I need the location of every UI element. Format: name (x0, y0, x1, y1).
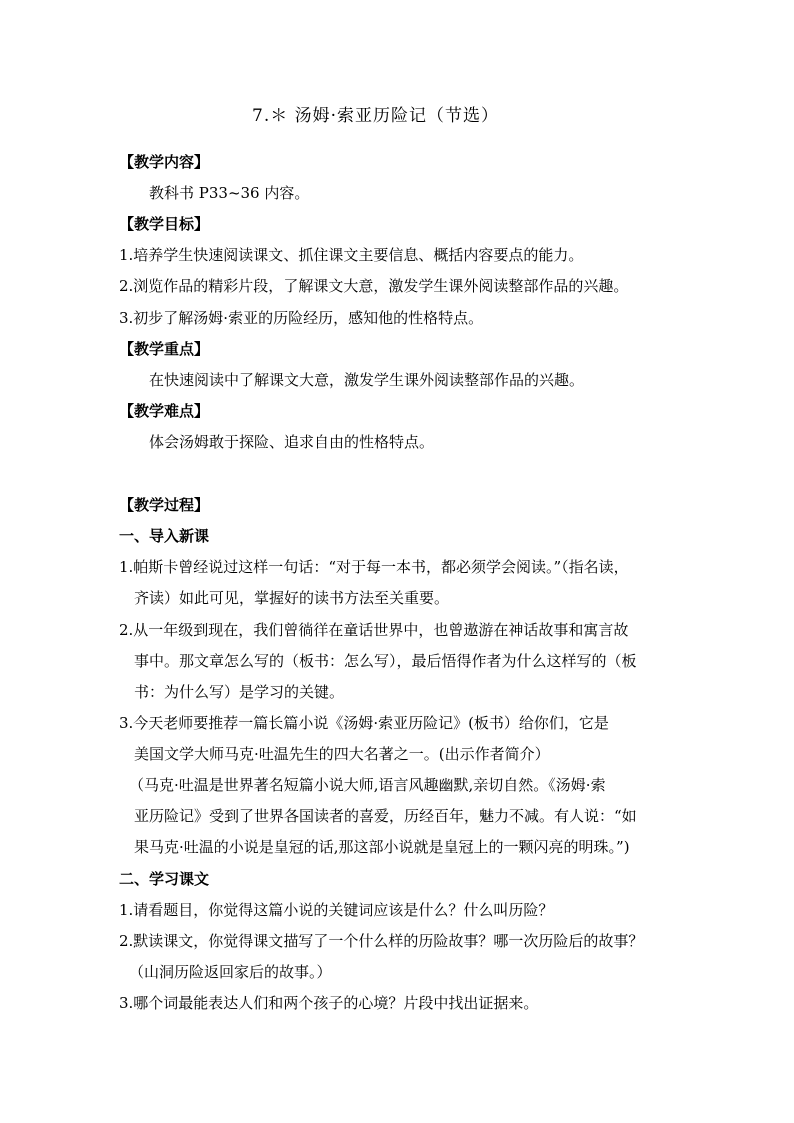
paragraph-line: 美国文学大师马克·吐温先生的四大名著之一。(出示作者简介） (134, 745, 550, 763)
document-title: 7.＊ 汤姆·索亚历险记（节选） (252, 106, 500, 126)
paragraph-line: 事中。那文章怎么写的（板书：怎么写），最后悟得作者为什么这样写的（板 (134, 652, 637, 670)
objectives-heading: 【教学目标】 (119, 215, 210, 233)
paragraph-line: 2.从一年级到现在，我们曾徜徉在童话世界中，也曾遨游在神话故事和寓言故 (119, 621, 629, 639)
paragraph-line: （马克·吐温是世界著名短篇小说大师,语言风趣幽默,亲切自然。《汤姆·索 (129, 776, 606, 794)
key-points-heading: 【教学重点】 (119, 340, 210, 358)
paragraph-line: 2.默读课文，你觉得课文描写了一个什么样的历险故事？哪一次历险后的故事？ (119, 932, 644, 950)
process-heading: 【教学过程】 (119, 496, 210, 514)
content-heading: 【教学内容】 (119, 153, 210, 171)
paragraph-line: 1.帕斯卡曾经说过这样一句话：“对于每一本书，都必须学会阅读。”（指名读， (119, 558, 629, 576)
objective-item: 2.浏览作品的精彩片段，了解课文大意，激发学生课外阅读整部作品的兴趣。 (119, 277, 629, 295)
paragraph-line: 书：为什么写）是学习的关键。 (134, 683, 345, 701)
key-points-text: 在快速阅读中了解课文大意，激发学生课外阅读整部作品的兴趣。 (149, 371, 585, 389)
difficulties-text: 体会汤姆敢于探险、追求自由的性格特点。 (149, 433, 435, 451)
paragraph-line: 1.请看题目，你觉得这篇小说的关键词应该是什么？什么叫历险？ (119, 901, 554, 919)
paragraph-line: （山洞历险返回家后的故事。） (129, 963, 332, 981)
difficulties-heading: 【教学难点】 (119, 402, 210, 420)
objective-item: 1.培养学生快速阅读课文、抓住课文主要信息、概括内容要点的能力。 (119, 246, 584, 264)
section2-heading: 二、学习课文 (119, 870, 210, 888)
paragraph-line: 3.今天老师要推荐一篇长篇小说《汤姆·索亚历险记》(板书）给你们，它是 (119, 714, 609, 732)
paragraph-line: 3.哪个词最能表达人们和两个孩子的心境？片段中找出证据来。 (119, 994, 539, 1012)
section1-heading: 一、导入新课 (119, 527, 210, 545)
paragraph-line: 果马克·吐温的小说是皇冠的话,那这部小说就是皇冠上的一颗闪亮的明珠。”) (134, 838, 630, 856)
paragraph-line: 亚历险记》受到了世界各国读者的喜爱，历经百年，魅力不减。有人说：“如 (134, 807, 637, 825)
content-text: 教科书 P33~36 内容。 (149, 184, 310, 202)
paragraph-line: 齐读）如此可见，掌握好的读书方法至关重要。 (134, 589, 450, 607)
objective-item: 3.初步了解汤姆·索亚的历险经历，感知他的性格特点。 (119, 309, 484, 327)
